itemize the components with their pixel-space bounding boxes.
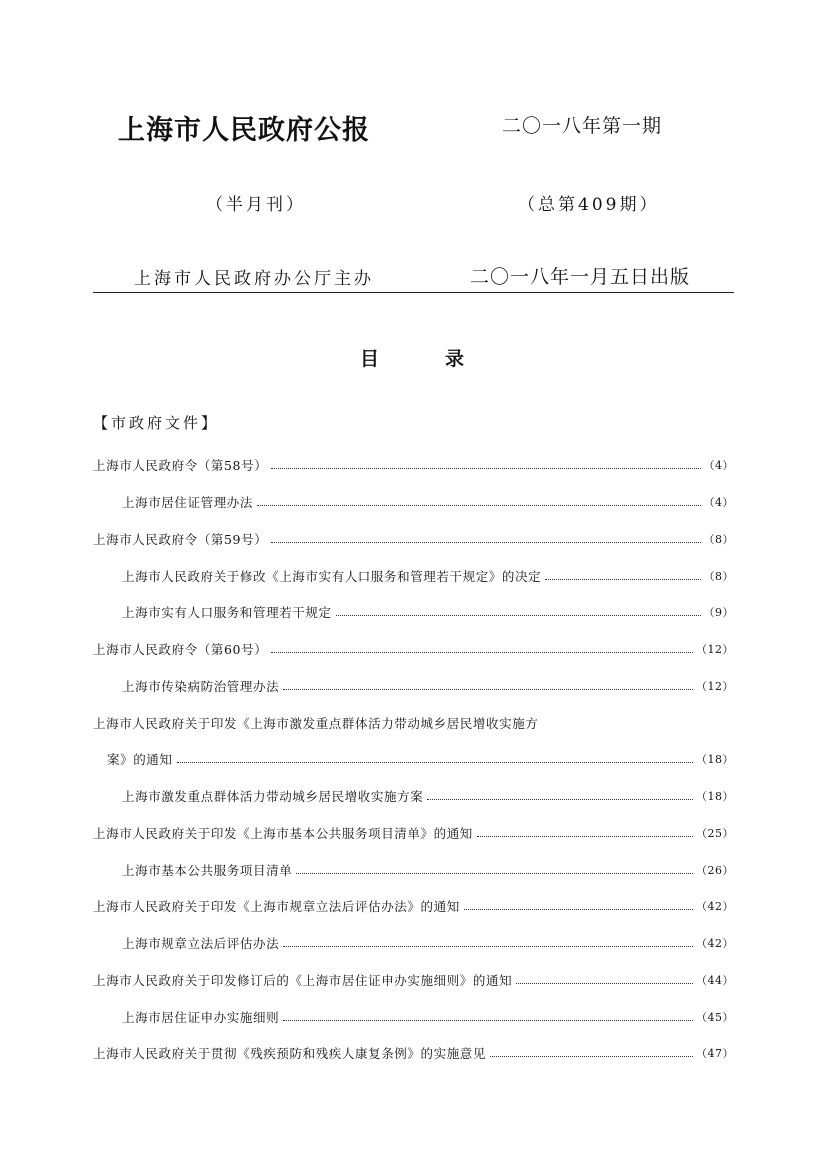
toc-entry-page: （8） (703, 569, 734, 583)
toc-leader-dots (490, 1055, 693, 1057)
toc-entry[interactable] (93, 815, 734, 852)
toc-entry-page: （12） (696, 679, 734, 693)
toc-entry-page: （18） (696, 753, 734, 767)
toc-entry[interactable] (93, 925, 734, 962)
toc-entry[interactable] (93, 851, 734, 888)
toc-leader-dots (464, 908, 693, 910)
toc-entry-wrapped-end[interactable] (93, 741, 734, 778)
toc-leader-dots (257, 504, 700, 506)
toc-entry-title: 案》的通知 (107, 752, 173, 768)
toc-entry[interactable] (93, 484, 734, 521)
toc-entry[interactable] (93, 778, 734, 815)
toc-leader-dots (545, 578, 700, 580)
toc-entry[interactable] (93, 668, 734, 705)
toc-entry-page: （4） (703, 496, 734, 510)
total-issue-number: （总第409期） (518, 195, 660, 215)
toc-entry-title: 上海市居住证管理办法 (122, 495, 254, 511)
gazette-title: 上海市人民政府公报 (118, 115, 370, 146)
toc-entry-page: （47） (696, 1047, 734, 1061)
toc-entry[interactable] (93, 557, 734, 594)
toc-entry-title: 上海市人民政府关于印发《上海市规章立法后评估办法》的通知 (93, 899, 460, 915)
toc-leader-dots (271, 541, 700, 543)
toc-leader-dots (336, 614, 701, 616)
toc-entry-page: （45） (696, 1010, 734, 1024)
toc-entry[interactable] (93, 888, 734, 925)
issue-number: 二〇一八年第一期 (502, 115, 663, 137)
toc-entry-title: 上海市规章立法后评估办法 (122, 936, 280, 952)
toc-leader-dots (283, 688, 693, 690)
toc-entry-title: 上海市人民政府关于印发《上海市基本公共服务项目清单》的通知 (93, 825, 473, 841)
toc-leader-dots (283, 945, 693, 947)
toc-entry-title: 上海市人民政府关于修改《上海市实有人口服务和管理若干规定》的决定 (122, 568, 542, 584)
toc-entry-title: 上海市人民政府关于印发修订后的《上海市居住证申办实施细则》的通知 (93, 972, 513, 988)
toc-entry-title: 上海市传染病防治管理办法 (122, 678, 280, 694)
toc-entry-page: （8） (703, 532, 734, 546)
toc-entry-page: （25） (696, 826, 734, 840)
toc-entry[interactable] (93, 1035, 734, 1072)
toc-entry-page: （26） (696, 863, 734, 877)
toc-entry[interactable] (93, 447, 734, 484)
toc-leader-dots (271, 651, 693, 653)
table-of-contents (93, 447, 734, 1072)
toc-entry[interactable] (93, 962, 734, 999)
toc-entry[interactable] (93, 521, 734, 558)
toc-entry-page: （44） (696, 973, 734, 987)
toc-entry-title: 上海市人民政府令（第59号） (93, 531, 268, 547)
toc-entry-title: 上海市人民政府关于印发《上海市激发重点群体活力带动城乡居民增收实施方 (93, 715, 539, 731)
toc-leader-dots (516, 982, 693, 984)
toc-leader-dots (477, 835, 693, 837)
toc-entry-page: （12） (696, 643, 734, 657)
toc-entry-page: （18） (696, 790, 734, 804)
toc-entry[interactable] (93, 594, 734, 631)
toc-heading: 目录 (360, 348, 531, 370)
toc-entry-page: （42） (696, 937, 734, 951)
publication-frequency: （半月刊） (206, 195, 306, 215)
toc-leader-dots (177, 761, 693, 763)
toc-entry-title: 上海市人民政府令（第60号） (93, 642, 268, 658)
toc-entry-title: 上海市居住证申办实施细则 (122, 1009, 280, 1025)
toc-leader-dots (427, 798, 693, 800)
sponsor-line: 上海市人民政府办公厅主办 (134, 269, 374, 289)
publish-date: 二〇一八年一月五日出版 (470, 266, 691, 288)
toc-entry-title: 上海市基本公共服务项目清单 (122, 862, 293, 878)
toc-leader-dots (283, 1019, 693, 1021)
toc-leader-dots (296, 872, 693, 874)
toc-entry-wrapped-start[interactable] (93, 704, 734, 741)
toc-entry-title: 上海市人民政府关于贯彻《残疾预防和残疾人康复条例》的实施意见 (93, 1046, 487, 1062)
toc-entry-title: 上海市人民政府令（第58号） (93, 458, 268, 474)
toc-section-label: 【市政府文件】 (93, 414, 220, 432)
toc-entry-title: 上海市激发重点群体活力带动城乡居民增收实施方案 (122, 789, 424, 805)
toc-entry-page: （9） (703, 606, 734, 620)
toc-leader-dots (271, 467, 700, 469)
masthead-divider (93, 292, 734, 293)
toc-entry-page: （42） (696, 900, 734, 914)
toc-entry-title: 上海市实有人口服务和管理若干规定 (122, 605, 332, 621)
toc-entry-page: （4） (703, 459, 734, 473)
toc-entry[interactable] (93, 631, 734, 668)
toc-entry[interactable] (93, 998, 734, 1035)
